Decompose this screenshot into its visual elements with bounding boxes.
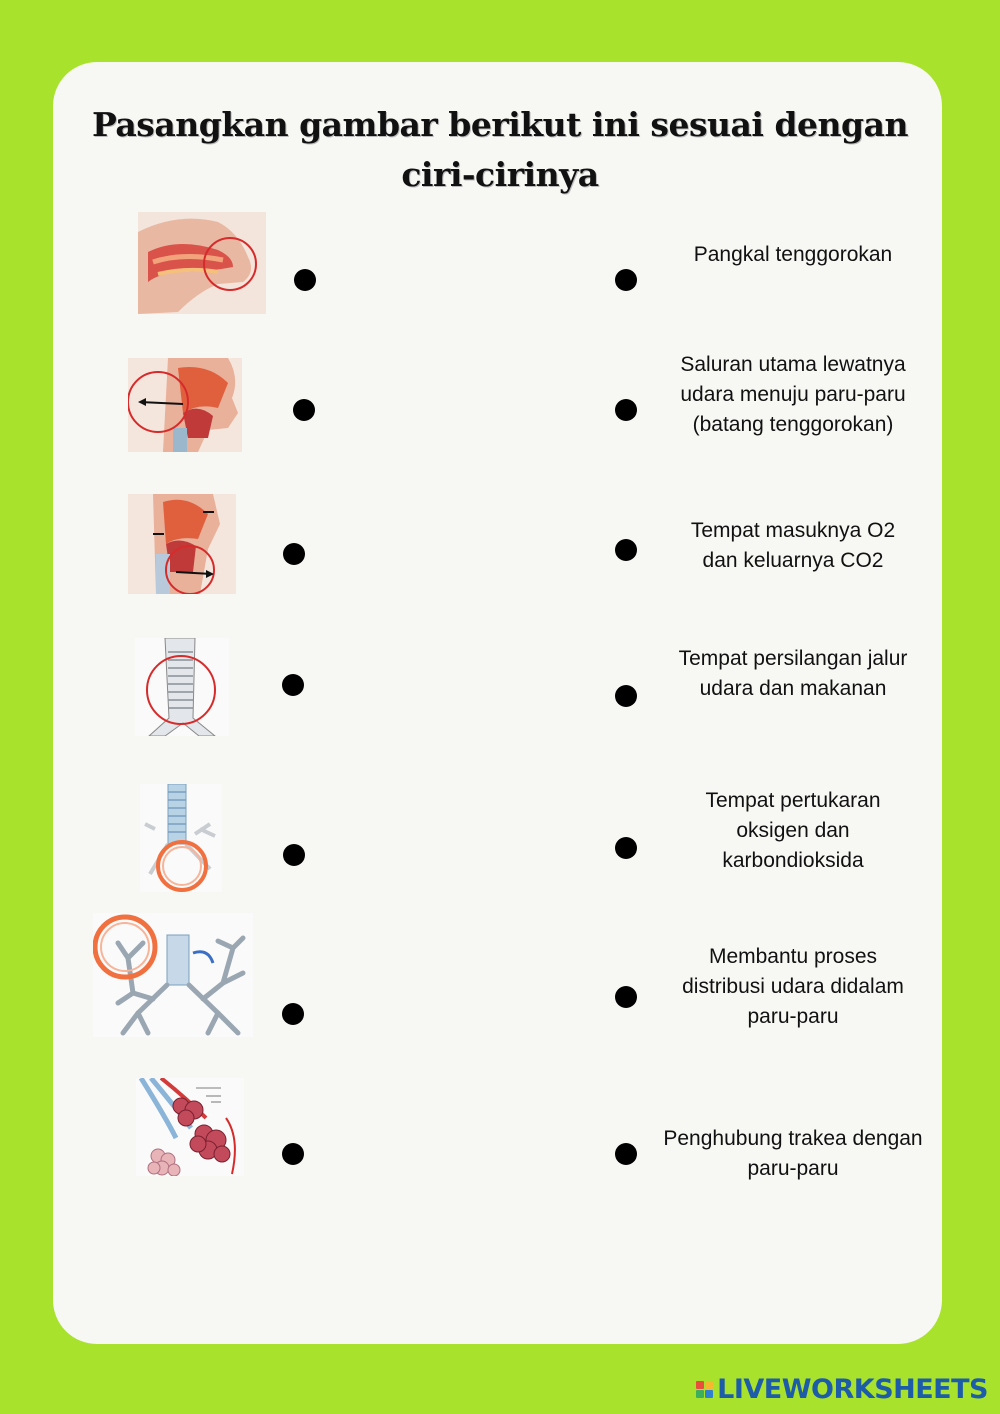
description-connector-dot-7[interactable] [615, 1143, 637, 1165]
trachea-image [135, 638, 229, 736]
worksheet-title: Pasangkan gambar berikut ini sesuai dengan ciri-cirinya [92, 105, 908, 194]
larynx-cross-section-image [128, 494, 236, 594]
bronchiole-image [93, 913, 253, 1037]
description-3: Tempat masuknya O2 dan keluarnya CO2 [690, 519, 896, 572]
image-connector-dot-6[interactable] [282, 1003, 304, 1025]
description-connector-dot-6[interactable] [615, 986, 637, 1008]
liveworksheets-logo-text: LIVEWORKSHEETS [717, 1373, 988, 1405]
description-connector-dot-3[interactable] [615, 539, 637, 561]
alveoli-image [136, 1078, 244, 1176]
description-connector-dot-4[interactable] [615, 685, 637, 707]
image-connector-dot-1[interactable] [294, 269, 316, 291]
nose-cross-section-image [138, 212, 266, 314]
image-connector-dot-5[interactable] [283, 844, 305, 866]
description-2: Saluran utama lewatnya udara menuju paru-paru (batang tenggorokan) [680, 353, 906, 436]
liveworksheets-logo-icon [696, 1381, 713, 1398]
liveworksheets-logo[interactable] [696, 1372, 988, 1406]
description-connector-dot-1[interactable] [615, 269, 637, 291]
description-5: Tempat pertukaran oksigen dan karbondioksida [705, 789, 881, 872]
pharynx-cross-section-image [128, 358, 242, 452]
description-connector-dot-2[interactable] [615, 399, 637, 421]
description-connector-dot-5[interactable] [615, 837, 637, 859]
description-6: Membantu proses distribusi udara didalam paru-paru [682, 945, 904, 1028]
bronchus-image [140, 784, 222, 892]
description-7: Penghubung trakea dengan paru-paru [663, 1127, 923, 1180]
image-connector-dot-4[interactable] [282, 674, 304, 696]
description-1: Pangkal tenggorokan [693, 243, 893, 266]
image-connector-dot-3[interactable] [283, 543, 305, 565]
image-connector-dot-7[interactable] [282, 1143, 304, 1165]
image-connector-dot-2[interactable] [293, 399, 315, 421]
description-4: Tempat persilangan jalur udara dan makanan [678, 647, 908, 700]
